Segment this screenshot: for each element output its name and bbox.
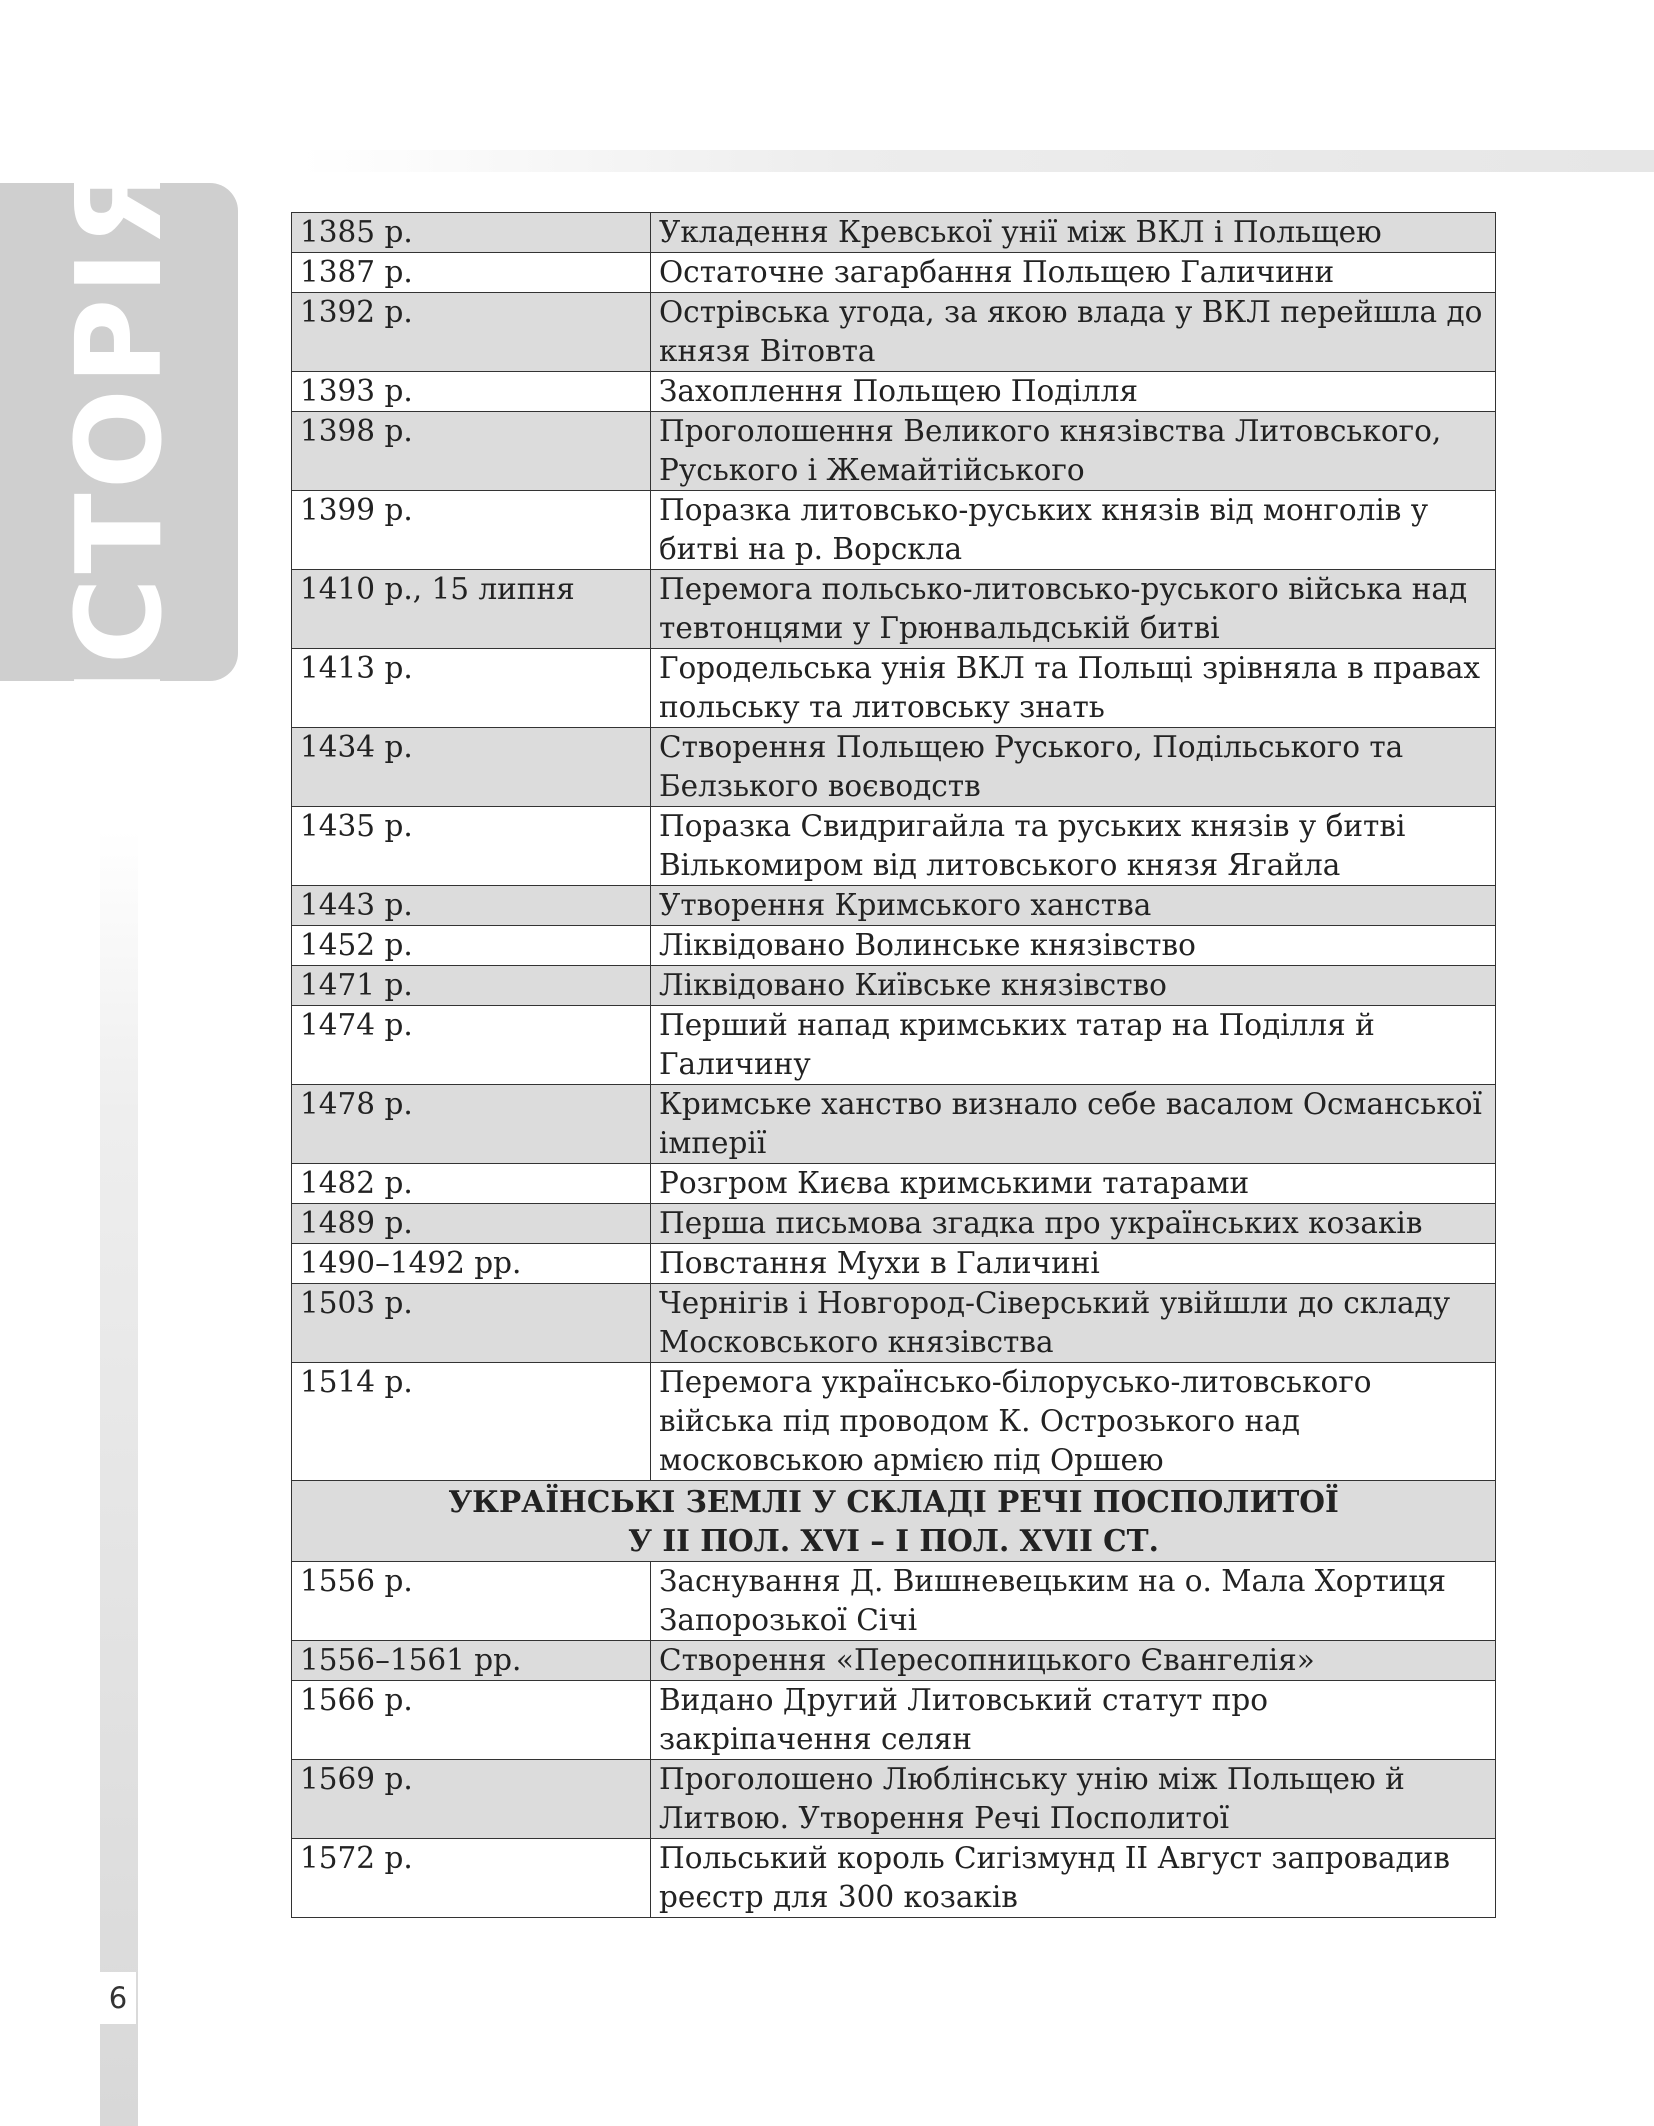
table-row: [292, 213, 1496, 253]
section-header-cell: [292, 1481, 1496, 1562]
date-cell: 1434 р.: [292, 728, 651, 807]
date-cell: 1413 р.: [292, 649, 651, 728]
date-cell: 1474 р.: [292, 1006, 651, 1085]
page-number: 6: [100, 1972, 136, 2024]
event-cell: Видано Другий Литовський статут про закріпачення селян: [651, 1681, 1496, 1760]
table-row: [292, 728, 1496, 807]
event-cell: Утворення Кримського ханства: [651, 886, 1496, 926]
event-cell: Проголошення Великого князівства Литовського, Руського і Жемайтійського: [651, 412, 1496, 491]
event-cell: Чернігів і Новгород-Сіверський увійшли до складу Московського князівства: [651, 1284, 1496, 1363]
table-row: [292, 1204, 1496, 1244]
table-row: [292, 1641, 1496, 1681]
event-cell: Створення «Пересопницького Євангелія»: [651, 1641, 1496, 1681]
date-cell: 1387 р.: [292, 253, 651, 293]
event-cell: Перша письмова згадка про українських козаків: [651, 1204, 1496, 1244]
table-row: [292, 1363, 1496, 1481]
date-cell: 1478 р.: [292, 1085, 651, 1164]
date-cell: 1452 р.: [292, 926, 651, 966]
table-row: [292, 1085, 1496, 1164]
date-cell: 1572 р.: [292, 1839, 651, 1918]
date-cell: 1569 р.: [292, 1760, 651, 1839]
table-row: [292, 966, 1496, 1006]
date-cell: 1385 р.: [292, 213, 651, 253]
table-row: [292, 1164, 1496, 1204]
event-cell: Перший напад кримських татар на Поділля й Галичину: [651, 1006, 1496, 1085]
date-cell: 1398 р.: [292, 412, 651, 491]
header-band: [300, 150, 1654, 172]
table-row: [292, 1284, 1496, 1363]
event-cell: Ліквідовано Волинське князівство: [651, 926, 1496, 966]
chronology-section-header-group: [292, 1481, 1496, 1562]
event-cell: Укладення Кревської унії між ВКЛ і Польщею: [651, 213, 1496, 253]
table-row: [292, 807, 1496, 886]
table-row: [292, 926, 1496, 966]
date-cell: 1556 р.: [292, 1562, 651, 1641]
event-cell: Кримське ханство визнало себе васалом Османської імперії: [651, 1085, 1496, 1164]
date-cell: 1399 р.: [292, 491, 651, 570]
table-row: [292, 1839, 1496, 1918]
table-row: [292, 649, 1496, 728]
subject-tab-label: ІСТОРІЯ: [50, 151, 188, 713]
event-cell: Заснування Д. Вишневецьким на о. Мала Хортиця Запорозької Січі: [651, 1562, 1496, 1641]
date-cell: 1489 р.: [292, 1204, 651, 1244]
event-cell: Проголошено Люблінську унію між Польщею й Литвою. Утворення Речі Посполитої: [651, 1760, 1496, 1839]
section-header-row: [292, 1481, 1496, 1562]
date-cell: 1566 р.: [292, 1681, 651, 1760]
date-cell: 1393 р.: [292, 372, 651, 412]
event-cell: Повстання Мухи в Галичині: [651, 1244, 1496, 1284]
event-cell: Остаточне загарбання Польщею Галичини: [651, 253, 1496, 293]
date-cell: 1556–1561 рр.: [292, 1641, 651, 1681]
event-cell: Перемога українсько-білорусько-литовського війська під проводом К. Острозького над московською армією під Оршею: [651, 1363, 1496, 1481]
chronology-table: [291, 212, 1496, 1918]
date-cell: 1443 р.: [292, 886, 651, 926]
table-row: [292, 491, 1496, 570]
table-row: [292, 1562, 1496, 1641]
date-cell: 1392 р.: [292, 293, 651, 372]
table-row: [292, 253, 1496, 293]
event-cell: Острівська угода, за якою влада у ВКЛ перейшла до князя Вітовта: [651, 293, 1496, 372]
table-row: [292, 1760, 1496, 1839]
section-title-line2: У ІІ ПОЛ. XVI – І ПОЛ. XVII СТ.: [628, 1523, 1159, 1558]
table-row: [292, 412, 1496, 491]
event-cell: Городельська унія ВКЛ та Польщі зрівняла в правах польську та литовську знать: [651, 649, 1496, 728]
event-cell: Ліквідовано Київське князівство: [651, 966, 1496, 1006]
chronology-table-part2: [292, 1562, 1496, 1918]
table-row: [292, 372, 1496, 412]
date-cell: 1471 р.: [292, 966, 651, 1006]
date-cell: 1435 р.: [292, 807, 651, 886]
event-cell: Поразка Свидригайла та руських князів у битві Вількомиром від литовського князя Ягайла: [651, 807, 1496, 886]
table-row: [292, 1006, 1496, 1085]
event-cell: Поразка литовсько-руських князів від монголів у битві на р. Ворскла: [651, 491, 1496, 570]
table-row: [292, 293, 1496, 372]
event-cell: Захоплення Польщею Поділля: [651, 372, 1496, 412]
event-cell: Розгром Києва кримськими татарами: [651, 1164, 1496, 1204]
table-row: [292, 886, 1496, 926]
event-cell: Створення Польщею Руського, Подільського та Белзького воєводств: [651, 728, 1496, 807]
event-cell: Польський король Сигізмунд ІІ Август запровадив реєстр для 300 козаків: [651, 1839, 1496, 1918]
margin-strip: [100, 830, 138, 2126]
event-cell: Перемога польсько-литовсько-руського війська над тевтонцями у Грюнвальдській битві: [651, 570, 1496, 649]
date-cell: 1482 р.: [292, 1164, 651, 1204]
table-row: [292, 570, 1496, 649]
date-cell: 1503 р.: [292, 1284, 651, 1363]
table-row: [292, 1244, 1496, 1284]
date-cell: 1514 р.: [292, 1363, 651, 1481]
date-cell: 1490–1492 рр.: [292, 1244, 651, 1284]
chronology-table-part1: [292, 213, 1496, 1481]
date-cell: 1410 р., 15 липня: [292, 570, 651, 649]
table-row: [292, 1681, 1496, 1760]
section-title-line1: УКРАЇНСЬКІ ЗЕМЛІ У СКЛАДІ РЕЧІ ПОСПОЛИТОЇ: [448, 1484, 1339, 1519]
